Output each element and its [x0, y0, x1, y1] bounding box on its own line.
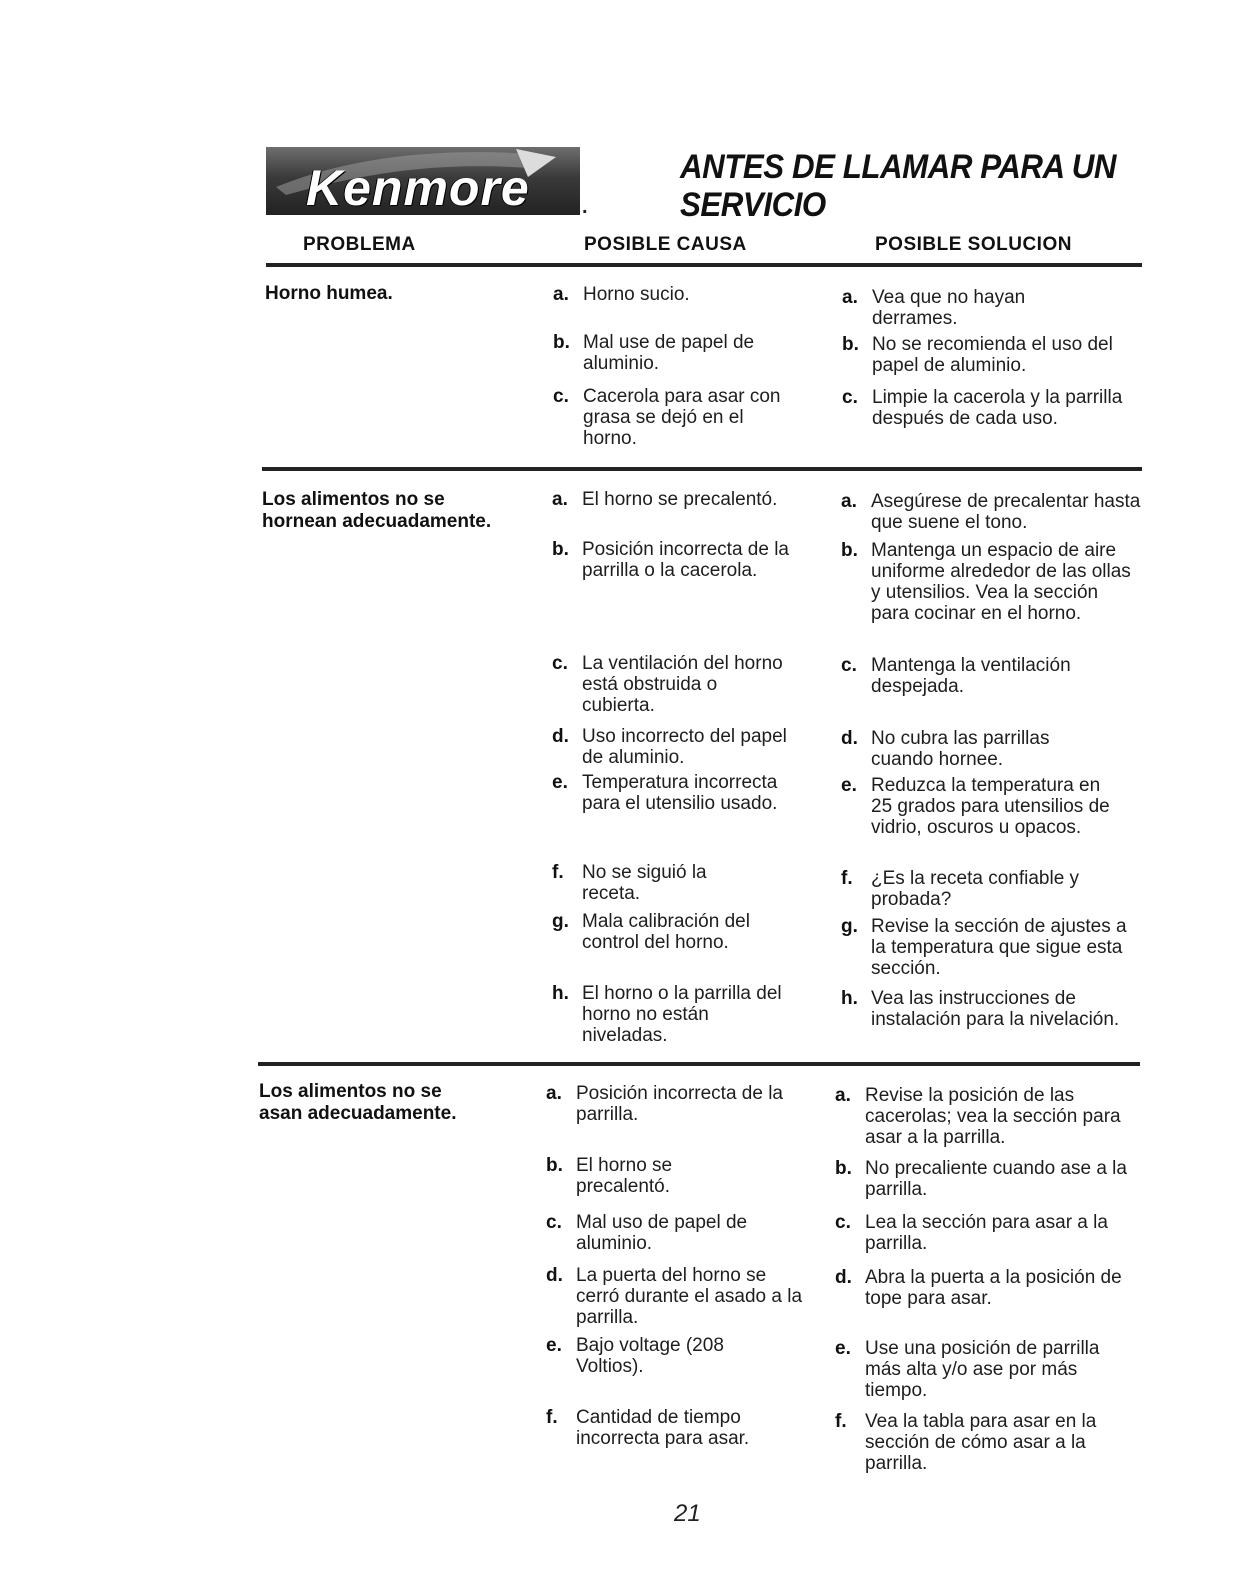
- solution-item: f. ¿Es la receta confiable y probada?: [841, 868, 1080, 910]
- solution-item: a. Revise la posición de las cacerolas; vea la sección para asar a la parrilla.: [835, 1085, 1121, 1148]
- divider-rule: [266, 263, 1142, 267]
- solution-item: e. Reduzca la temperatura en 25 grados para utensilios de vidrio, oscuros u opacos.: [841, 775, 1110, 838]
- cause-item: c. Mal uso de papel de aluminio.: [546, 1212, 748, 1254]
- solution-item: c. Lea la sección para asar a la parrilla.: [835, 1212, 1108, 1254]
- cause-item: a. Horno sucio.: [553, 284, 690, 305]
- solution-item: g. Revise la sección de ajustes a la temperatura que sigue esta sección.: [841, 916, 1127, 979]
- column-header-problem: PROBLEMA: [303, 234, 416, 255]
- cause-item: b. El horno se precalentó.: [546, 1155, 673, 1197]
- solution-item: a. Vea que no hayan derrames.: [842, 287, 1026, 329]
- cause-item: f. Cantidad de tiempo incorrecta para asar.: [546, 1407, 750, 1449]
- column-header-solution: POSIBLE SOLUCION: [875, 234, 1072, 255]
- solution-item: d. Abra la puerta a la posición de tope para asar.: [835, 1267, 1122, 1309]
- page-number: 21: [674, 1500, 701, 1527]
- solution-item: b. No se recomienda el uso del papel de aluminio.: [842, 334, 1113, 376]
- cause-item: e. Temperatura incorrecta para el utensilio usado.: [552, 772, 778, 814]
- cause-item: e. Bajo voltage (208 Voltios).: [546, 1335, 724, 1377]
- divider-rule: [258, 1062, 1140, 1066]
- page-title-line-2: SERVICIO: [680, 186, 826, 224]
- cause-item: c. Cacerola para asar con grasa se dejó en el horno.: [553, 386, 781, 449]
- problem-title: Los alimentos no se hornean adecuadamente.: [262, 489, 492, 532]
- kenmore-logo: [266, 147, 580, 215]
- solution-item: b. Mantenga un espacio de aire uniforme alrededor de las ollas y utensilios. Vea la sección para cocinar en el horno.: [841, 540, 1131, 624]
- problem-title: Los alimentos no se asan adecuadamente.: [259, 1081, 457, 1124]
- cause-item: b. Mal use de papel de aluminio.: [553, 332, 755, 374]
- solution-item: b. No precaliente cuando ase a la parrilla.: [835, 1158, 1127, 1200]
- cause-item: d. La puerta del horno se cerró durante el asado a la parrilla.: [546, 1265, 803, 1328]
- solution-item: e. Use una posición de parrilla más alta y/o ase por más tiempo.: [835, 1338, 1100, 1401]
- brand-name: Kenmore: [306, 160, 530, 215]
- solution-item: h. Vea las instrucciones de instalación para la nivelación.: [841, 988, 1120, 1030]
- cause-item: b. Posición incorrecta de la parrilla o la cacerola.: [552, 539, 789, 581]
- cause-item: a. Posición incorrecta de la parrilla.: [546, 1083, 783, 1125]
- cause-item: g. Mala calibración del control del horno.: [552, 911, 750, 953]
- solution-item: d. No cubra las parrillas cuando hornee.: [841, 728, 1050, 770]
- cause-item: h. El horno o la parrilla del horno no están niveladas.: [552, 983, 782, 1046]
- page-title: [680, 148, 1116, 224]
- solution-item: c. Limpie la cacerola y la parrilla después de cada uso.: [842, 387, 1123, 429]
- page-title-line-1: ANTES DE LLAMAR PARA UN: [680, 148, 1117, 186]
- solution-item: c. Mantenga la ventilación despejada.: [841, 655, 1071, 697]
- problem-title: Horno humea.: [265, 283, 393, 304]
- cause-item: d. Uso incorrecto del papel de aluminio.: [552, 726, 787, 768]
- cause-item: f. No se siguió la receta.: [552, 862, 707, 904]
- solution-item: f. Vea la tabla para asar en la sección de cómo asar a la parrilla.: [835, 1411, 1097, 1474]
- logo-dot: .: [582, 196, 588, 218]
- cause-item: c. La ventilación del horno está obstruida o cubierta.: [552, 653, 783, 716]
- column-header-cause: POSIBLE CAUSA: [584, 234, 747, 255]
- cause-item: a. El horno se precalentó.: [552, 489, 778, 510]
- solution-item: a. Asegúrese de precalentar hasta que suene el tono.: [841, 491, 1141, 533]
- divider-rule: [262, 467, 1142, 471]
